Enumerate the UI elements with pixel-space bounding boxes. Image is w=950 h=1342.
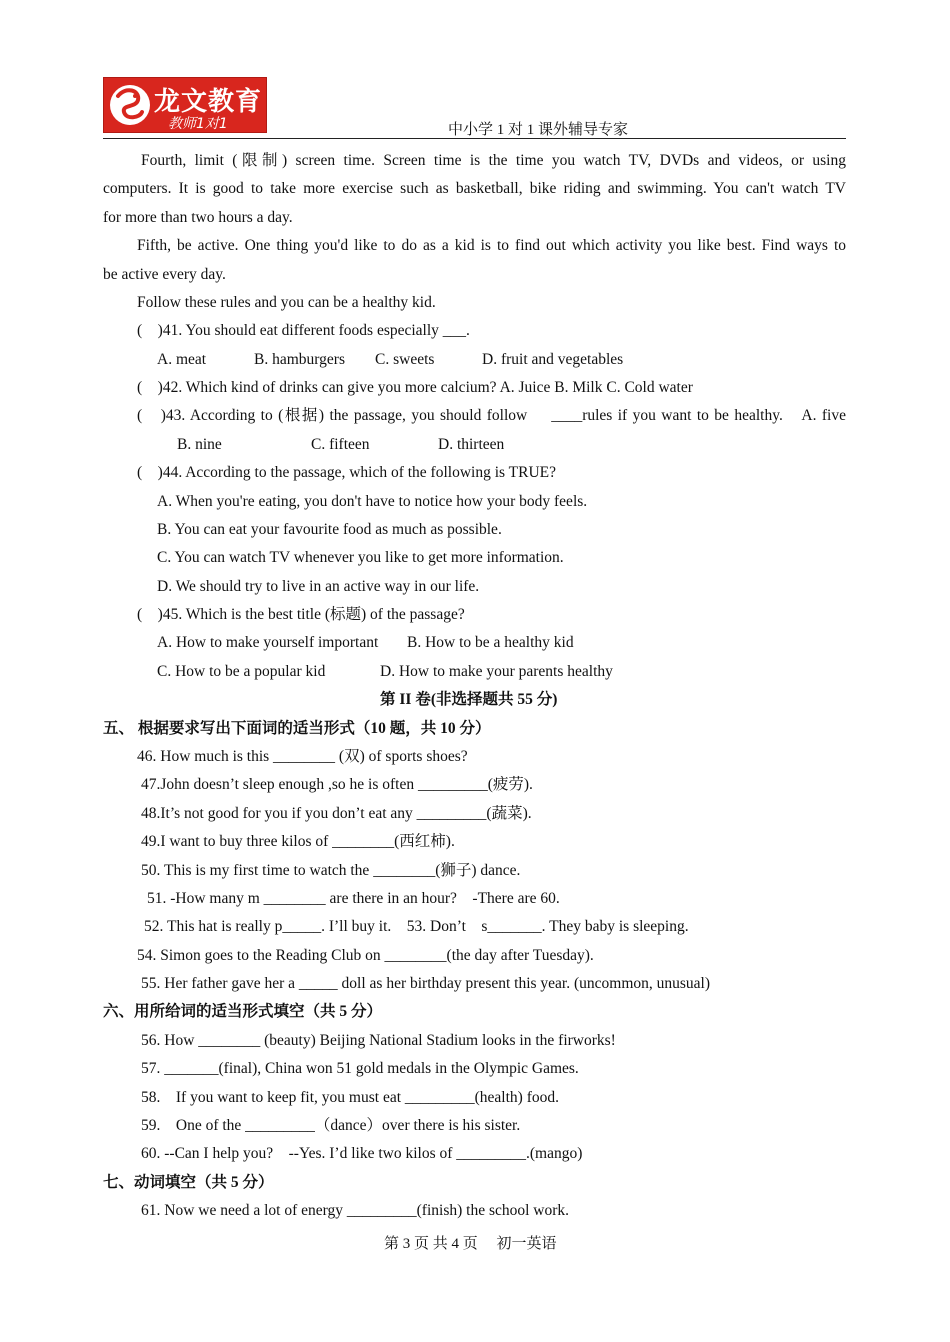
dragon-logo-icon [108, 82, 152, 128]
q41-option-d: D. fruit and vegetables [482, 351, 624, 368]
q41-option-b: B. hamburgers [254, 351, 345, 368]
passage-para5-line1: Fifth, be active. One thing you'd like to do as a kid is to find out which activity you like best. Find ways to [137, 237, 846, 254]
question-50: 50. This is my first time to watch the ________(狮子) dance. [141, 862, 521, 879]
part-2-title: 第 II 卷(非选择题共 55 分) [380, 691, 558, 708]
q44-option-c: C. You can watch TV whenever you like to get more information. [157, 549, 564, 566]
question-52-53: 52. This hat is really p_____. I’ll buy it. 53. Don’t s_______. They baby is sleeping. [144, 918, 689, 935]
q45-option-d: D. How to make your parents healthy [380, 663, 613, 680]
question-61: 61. Now we need a lot of energy _________(finish) the school work. [141, 1202, 570, 1219]
longwen-logo [103, 77, 267, 133]
passage-para4-line1: Fourth, limit (限制) screen time. Screen time is the time you watch TV, DVDs and videos, or using [141, 152, 846, 169]
page-footer: 第 3 页 共 4 页 初一英语 [384, 1236, 557, 1252]
question-56: 56. How ________ (beauty) Beijing National Stadium looks in the firworks! [141, 1032, 616, 1049]
question-47: 47.John doesn’t sleep enough ,so he is often _________(疲劳). [141, 776, 533, 793]
passage-para4-line2: computers. It is good to take more exercise such as basketball, bike riding and swimming. You can't watch TV [103, 180, 846, 197]
q45-option-b: B. How to be a healthy kid [407, 634, 574, 651]
q43-option-c: C. fifteen [311, 436, 370, 453]
question-46: 46. How much is this ________ (双) of sports shoes? [137, 748, 468, 765]
header-divider [103, 138, 846, 139]
section-6-title: 六、用所给词的适当形式填空（共 5 分） [103, 1003, 383, 1020]
question-58: 58. If you want to keep fit, you must eat _________(health) food. [141, 1089, 559, 1106]
logo-title: 龙文教育 [154, 87, 263, 117]
q44-option-b: B. You can eat your favourite food as much as possible. [157, 521, 502, 538]
question-59: 59. One of the _________（dance）over there is his sister. [141, 1117, 521, 1134]
question-48: 48.It’s not good for you if you don’t eat any _________(蔬菜). [141, 805, 532, 822]
section-7-title: 七、动词填空（共 5 分） [103, 1174, 274, 1191]
header-tagline: 中小学 1 对 1 课外辅导专家 [448, 122, 629, 138]
question-45: ( )45. Which is the best title (标题) of the passage? [137, 606, 465, 623]
question-51: 51. -How many m ________ are there in an hour? -There are 60. [147, 890, 560, 907]
passage-para5-line2: be active every day. [103, 266, 226, 283]
q41-option-c: C. sweets [375, 351, 435, 368]
q45-option-c: C. How to be a popular kid [157, 663, 326, 680]
question-60: 60. --Can I help you? --Yes. I’d like two kilos of _________.(mango) [141, 1145, 583, 1162]
question-49: 49.I want to buy three kilos of ________(西红柿). [141, 833, 455, 850]
question-57: 57. _______(final), China won 51 gold medals in the Olympic Games. [141, 1060, 579, 1077]
question-55: 55. Her father gave her a _____ doll as her birthday present this year. (uncommon, unusual) [141, 975, 711, 992]
question-42: ( )42. Which kind of drinks can give you more calcium? A. Juice B. Milk C. Cold water [137, 379, 693, 396]
section-5-title: 五、 根据要求写出下面词的适当形式（10 题，共 10 分） [103, 720, 491, 737]
q44-option-d: D. We should try to live in an active way in our life. [157, 578, 480, 595]
q41-option-a: A. meat [157, 351, 207, 368]
q43-option-b: B. nine [177, 436, 222, 453]
question-41: ( )41. You should eat different foods especially ___. [137, 322, 470, 339]
passage-para6: Follow these rules and you can be a healthy kid. [137, 294, 436, 311]
passage-para4-line3: for more than two hours a day. [103, 209, 293, 226]
question-54: 54. Simon goes to the Reading Club on ________(the day after Tuesday). [137, 947, 594, 964]
question-43: ( )43. According to (根据) the passage, you should follow ____rules if you want to be healthy. A. five [137, 407, 846, 424]
q45-option-a: A. How to make yourself important [157, 634, 379, 651]
q43-option-d: D. thirteen [438, 436, 505, 453]
logo-subtitle: 教师1对1 [168, 116, 228, 132]
q44-option-a: A. When you're eating, you don't have to notice how your body feels. [157, 493, 588, 510]
question-44: ( )44. According to the passage, which of the following is TRUE? [137, 464, 556, 481]
